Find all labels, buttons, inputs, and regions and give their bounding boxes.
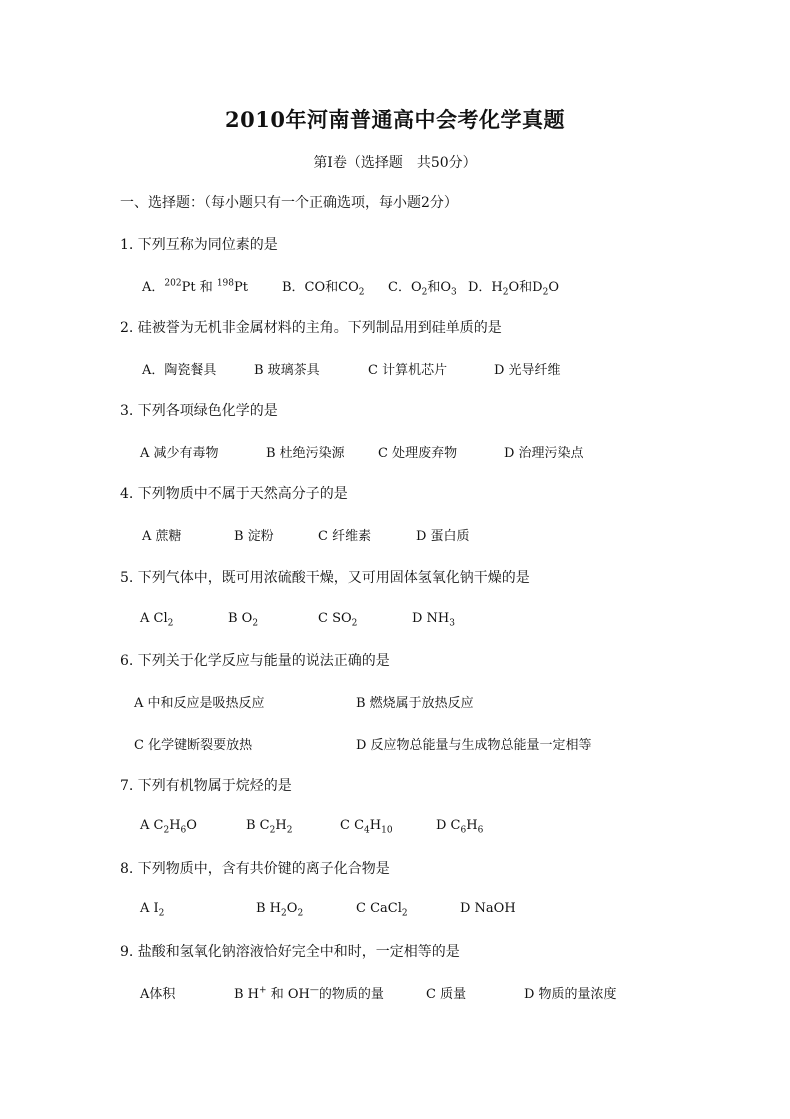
question-9-option-c: C 质量 — [426, 987, 467, 1002]
question-3-option-b: B 杜绝污染源 — [266, 446, 345, 461]
question-8-stem: 8. 下列物质中，含有共价键的离子化合物是 — [120, 861, 390, 877]
question-2-option-b: B 玻璃茶具 — [254, 363, 320, 378]
question-3-option-d: D 治理污染点 — [504, 446, 584, 461]
question-8-option-c: C CaCl$_2$ — [356, 901, 408, 919]
question-5-option-b: B $O_2$ — [228, 611, 259, 629]
question-9-option-d: D 物质的量浓度 — [524, 987, 617, 1002]
question-7-option-d: D $C_6H_6$ — [436, 818, 484, 836]
question-8-option-b: B $H_2O_2$ — [256, 901, 304, 919]
question-2-option-d: D 光导纤维 — [494, 363, 561, 378]
question-5-option-a: A $Cl_2$ — [140, 611, 174, 629]
question-4-option-d: D 蛋白质 — [416, 529, 470, 544]
question-3-stem: 3. 下列各项绿色化学的是 — [120, 403, 278, 419]
question-9-option-a: A体积 — [140, 987, 176, 1002]
question-8-option-d: D NaOH — [460, 901, 516, 916]
question-5-option-c: C $SO_2$ — [318, 611, 358, 629]
question-7-stem: 7. 下列有机物属于烷烃的是 — [120, 778, 292, 794]
question-2-stem: 2. 硅被誉为无机非金属材料的主角。下列制品用到硅单质的是 — [120, 320, 502, 336]
question-4-stem: 4. 下列物质中不属于天然高分子的是 — [120, 486, 348, 502]
question-1-option-c: C．$O_2$和$O_3$ — [388, 280, 457, 298]
question-1-option-a: A．$^{202}$Pt 和 $^{198}$Pt — [142, 278, 248, 295]
question-6-stem: 6. 下列关于化学反应与能量的说法正确的是 — [120, 653, 390, 669]
question-3-option-c: C 处理废弃物 — [378, 446, 458, 461]
question-5-stem: 5. 下列气体中，既可用浓硫酸干燥，又可用固体氢氧化钠干燥的是 — [120, 570, 530, 586]
question-6-option-d: D 反应物总能量与生成物总能量一定相等 — [356, 738, 592, 753]
question-8-option-a: A $I_2$ — [140, 901, 165, 919]
question-9-stem: 9. 盐酸和氢氧化钠溶液恰好完全中和时，一定相等的是 — [120, 944, 460, 960]
question-4-option-c: C 纤维素 — [318, 529, 372, 544]
question-7-option-c: C $C_4H_{10}$ — [340, 818, 393, 836]
part-heading: 第Ⅰ卷（选择题 共50分） — [313, 155, 477, 171]
section-instructions: 一、选择题：（每小题只有一个正确选项，每小题2分） — [120, 195, 458, 211]
question-6-option-a: A 中和反应是吸热反应 — [134, 696, 265, 711]
question-2-option-c: C 计算机芯片 — [368, 363, 448, 378]
question-7-option-a: A $C_2H_6O$ — [140, 818, 197, 836]
question-9-option-b: B H+ 和 OH—的物质的量 — [234, 985, 384, 1002]
question-1-stem: 1. 下列互称为同位素的是 — [120, 237, 278, 253]
question-2-option-a: A．陶瓷餐具 — [142, 363, 217, 378]
question-5-option-d: D $NH_3$ — [412, 611, 456, 629]
question-1-option-d: D．$H_2O$和$D_2O$ — [468, 280, 559, 298]
question-6-option-c: C 化学键断裂要放热 — [134, 738, 253, 753]
question-4-option-a: A 蔗糖 — [142, 529, 182, 544]
question-4-option-b: B 淀粉 — [234, 529, 274, 544]
question-7-option-b: B $C_2H_2$ — [246, 818, 293, 836]
question-3-option-a: A 减少有毒物 — [140, 446, 219, 461]
page-title: 2010年河南普通高中会考化学真题 — [225, 107, 565, 132]
question-6-option-b: B 燃烧属于放热反应 — [356, 696, 474, 711]
question-1-option-b: B．CO和$CO_2$ — [282, 280, 365, 298]
